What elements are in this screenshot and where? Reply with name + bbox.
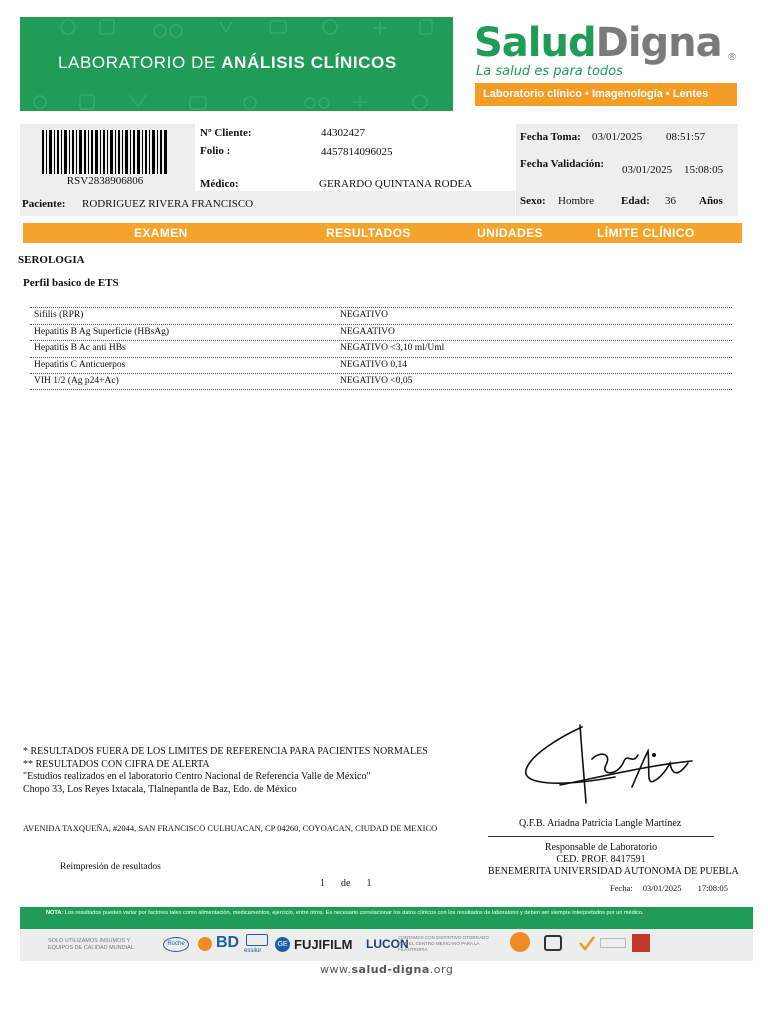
sample-date-label: Fecha Toma: — [520, 131, 581, 143]
note-line: ** RESULTADOS CON CIFRA DE ALERTA — [23, 758, 210, 770]
col-limit: LÍMITE CLÍNICO — [597, 226, 695, 240]
page-current: 1 — [320, 878, 325, 889]
bd-logo: BD — [216, 934, 240, 951]
ge-logo-icon: GE — [275, 937, 290, 952]
signer-name: Q.F.B. Ariadna Patricia Langle Martínez — [519, 818, 682, 829]
check-badge-icon — [578, 935, 596, 951]
exam-result: NEGATIVO — [340, 310, 389, 320]
signer-credentials — [488, 842, 739, 878]
client-label: Nº Cliente: — [200, 127, 252, 139]
signature-icon — [520, 715, 700, 815]
col-exam: EXAMEN — [134, 226, 188, 240]
exam-name: Hepatitis B Ac anti HBs — [34, 343, 126, 353]
results-table-header — [23, 223, 742, 243]
lab-title: LABORATORIO DE ANÁLISIS CLÍNICOS — [58, 53, 397, 72]
sample-date: 03/01/2025 — [592, 131, 643, 143]
validation-date: 03/01/2025 — [622, 164, 673, 176]
note-line: "Estudios realizados en el laboratorio Centro Nacional de Referencia Valle de México" — [23, 771, 371, 782]
roche-logo-icon: Roche — [163, 937, 189, 952]
print-date-value: 03/01/2025 — [642, 883, 682, 893]
patient-value: RODRIGUEZ RIVERA FRANCISCO — [82, 198, 254, 210]
bd-flower-icon — [198, 937, 212, 951]
age-unit: Años — [699, 195, 723, 207]
website-link[interactable]: www.salud-digna.org — [320, 963, 454, 976]
table-row — [30, 324, 732, 341]
note-line: Chopo 33, Los Reyes Ixtacala, Tlalnepantla de Baz, Edo. de México — [23, 783, 297, 795]
fujifilm-logo: FUJIFILM — [294, 937, 353, 952]
folio-label: Folio : — [200, 145, 231, 157]
exam-result: NEGAATIVO — [340, 326, 395, 337]
results-list — [30, 307, 732, 390]
print-date — [610, 883, 728, 893]
exam-result: NEGATIVO <0,05 — [340, 376, 413, 386]
barcode-icon — [42, 130, 167, 174]
signature-line — [488, 836, 714, 837]
doctor-value: GERARDO QUINTANA RODEA — [319, 178, 473, 190]
sample-time: 08:51:57 — [666, 131, 706, 143]
report-notes — [23, 746, 428, 796]
print-date-label: Fecha: — [610, 883, 633, 893]
red-badge-icon — [632, 934, 650, 952]
exam-result: NEGATIVO 0,14 — [340, 359, 408, 370]
partner-brands — [20, 929, 753, 961]
sex-value: Hombre — [558, 195, 595, 207]
exam-result: NEGATIVO <3,10 ml/Uml — [340, 343, 445, 353]
folio-value: 4457814096025 — [321, 146, 393, 158]
salud-digna-logo: SaludDigna — [474, 20, 722, 66]
slogan: La salud es para todos — [476, 64, 623, 79]
table-row — [30, 357, 732, 374]
signer-license: CED. PROF. 8417591 — [556, 854, 646, 865]
section-title: SEROLOGIA — [18, 254, 85, 266]
pagination — [320, 878, 387, 889]
page-of: de — [341, 878, 351, 889]
table-row — [30, 373, 732, 390]
signer-role: Responsable de Laboratorio — [544, 842, 658, 853]
signer-university: BENEMERITA UNIVERSIDAD AUTONOMA DE PUEBLA — [488, 866, 739, 877]
branch-address: AVENIDA TAXQUEÑA, #2044, SAN FRANCISCO CULHUACAN, CP 04260, COYOACAN, CIUDAD DE MEXICO — [23, 823, 438, 833]
quality-text: SOLO UTILIZAMOS INSUMOS Y EQUIPOS DE CALIDAD MUNDIAL: — [48, 938, 136, 951]
profile-title: Perfil basico de ETS — [23, 277, 119, 289]
cemefi-text: CONTAMOS CON DISTINTIVO OTORGADO POR EL CENTRO MEXICANO PARA LA FILANTROPÍA — [398, 935, 489, 952]
age-value: 36 — [665, 195, 676, 207]
col-results: RESULTADOS — [326, 226, 411, 240]
services-bar: Laboratorio clínico • Imagenología • Lentes — [475, 83, 737, 106]
note-line: * RESULTADOS FUERA DE LOS LIMITES DE REFERENCIA PARA PACIENTES NORMALES — [23, 746, 428, 757]
reprint-label: Reimpresión de resultados — [60, 862, 161, 872]
lab-banner — [20, 17, 453, 111]
exam-name: VIH 1/2 (Ag p24+Ac) — [34, 376, 119, 386]
lucon-logo: LUCON — [366, 937, 409, 951]
esr-badge-icon — [510, 932, 530, 952]
client-value: 44302427 — [321, 127, 365, 139]
print-time-value: 17:08:05 — [697, 883, 728, 893]
validation-label: Fecha Validación: — [520, 158, 605, 170]
age-label: Edad: — [621, 195, 650, 207]
sex-label: Sexo: — [520, 195, 546, 207]
doctor-label: Médico: — [200, 178, 239, 190]
validation-time: 15:08:05 — [684, 164, 724, 176]
patient-label: Paciente: — [22, 198, 66, 210]
essilor-logo: essilor — [244, 948, 262, 954]
exam-name: Hepatitis C Anticuerpos — [34, 359, 126, 370]
exam-name: Hepatitis B Ag Superficie (HBsAg) — [34, 326, 170, 337]
seal-badge-icon — [600, 938, 626, 948]
col-units: UNIDADES — [477, 226, 543, 240]
exam-name: Sifilis (RPR) — [34, 310, 84, 320]
table-row — [30, 307, 732, 324]
certification-badge-icon — [544, 935, 562, 951]
barcode-number: RSV2838906806 — [66, 175, 144, 187]
table-row — [30, 340, 732, 357]
disclaimer-bar: NOTA: Los resultados pueden variar por factores tales como alimentación, medicamentos, ejercicio, entre otros. Es necesario correlacionar los datos clínicos con los resultados de laboratorio y deben ser siempre interpretados por un médico. — [20, 907, 753, 929]
registered-mark: ® — [727, 52, 737, 63]
essilor-box-icon — [246, 934, 268, 946]
page-total: 1 — [366, 878, 372, 889]
